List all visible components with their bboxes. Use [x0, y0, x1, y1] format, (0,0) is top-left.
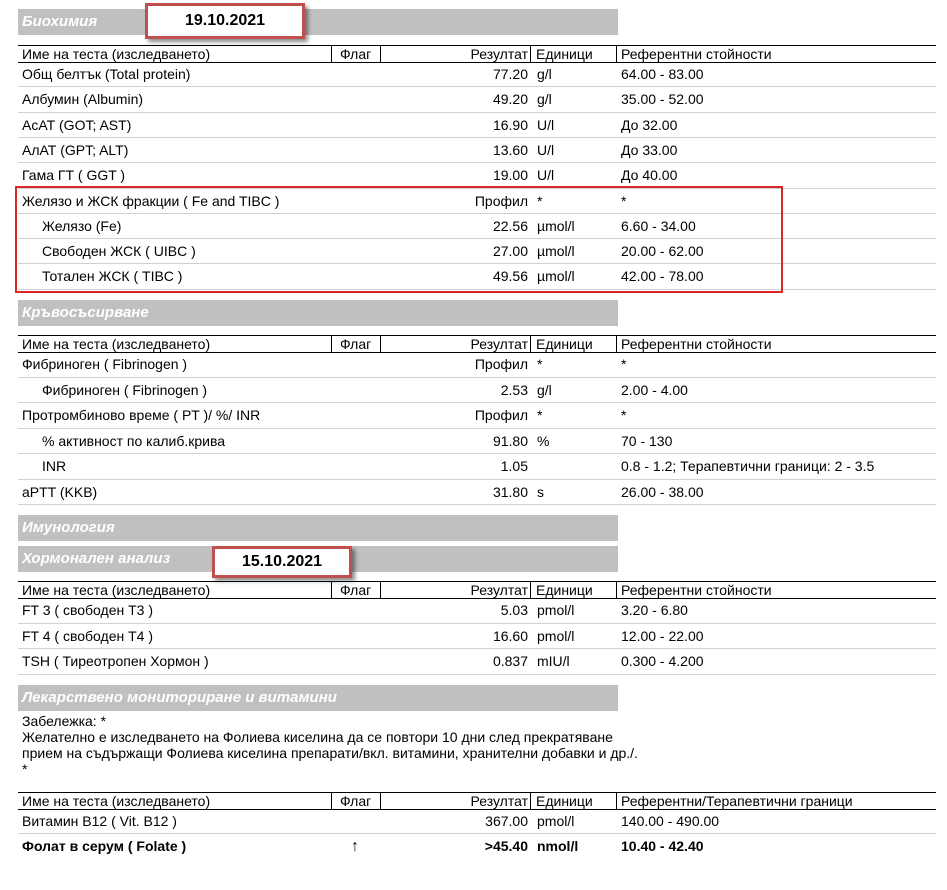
- note-line: *: [22, 761, 28, 777]
- cell-name: Гама ГТ ( GGT ): [22, 167, 126, 184]
- cell-units: pmol/l: [537, 627, 575, 644]
- cell-units: mIU/l: [537, 653, 570, 669]
- cell-units: nmol/l: [537, 838, 579, 854]
- note-line: прием на съдържащи Фолиева киселина препарати/вкл. витамини, хранителни добавки и др./.: [22, 745, 638, 761]
- cell-name: Тотален ЖСК ( TIBC ): [42, 268, 183, 285]
- section-title: Имунология: [22, 519, 115, 536]
- cell-ref: *: [621, 356, 627, 372]
- header-units: Единици: [536, 793, 593, 809]
- table-row: [18, 62, 936, 87]
- cell-ref: 20.00 - 62.00: [621, 243, 704, 260]
- cell-name: TSH ( Тиреотропен Хормон ): [22, 653, 209, 669]
- cell-ref: 0.8 - 1.2; Терапевтични граници: 2 - 3.5: [621, 458, 875, 474]
- cell-name: Желязо и ЖСК фракции ( Fe and TIBC ): [22, 192, 280, 209]
- cell-units: U/l: [537, 141, 555, 158]
- header-ref: Референтни стойности: [621, 582, 772, 598]
- cell-name: Протромбиново време ( PT )/ %/ INR: [22, 407, 261, 423]
- cell-name: Свободен ЖСК ( UIBC ): [42, 243, 196, 260]
- header-flag: Флаг: [340, 793, 372, 809]
- cell-units: µmol/l: [537, 243, 575, 260]
- section-biochemistry: [18, 9, 618, 35]
- cell-ref: 26.00 - 38.00: [621, 483, 704, 500]
- cell-units: pmol/l: [537, 813, 575, 829]
- table-row: [18, 809, 936, 834]
- cell-units: g/l: [537, 381, 552, 398]
- cell-name: % активност по калиб.крива: [42, 432, 226, 449]
- cell-name: FT 3 ( свободен Т3 ): [22, 602, 153, 618]
- cell-result: 367.00: [485, 813, 528, 829]
- cell-result: 13.60: [492, 141, 528, 158]
- cell-name: Витамин В12 ( Vit. B12 ): [22, 813, 177, 829]
- header-ref: Референтни/Терапевтични граници: [621, 793, 853, 809]
- cell-ref: 0.300 - 4.200: [621, 653, 704, 669]
- header-flag: Флаг: [340, 336, 372, 352]
- cell-ref: 2.00 - 4.00: [621, 381, 688, 398]
- section-coagulation: [18, 300, 618, 326]
- cell-units: U/l: [537, 116, 555, 133]
- cell-name: Албумин (Albumin): [22, 91, 144, 108]
- cell-name: Фибриноген ( Fibrinogen ): [22, 356, 188, 372]
- cell-units: g/l: [537, 66, 552, 82]
- table-row: [18, 403, 936, 428]
- cell-ref: 140.00 - 490.00: [621, 813, 720, 829]
- header-units: Единици: [536, 336, 593, 352]
- cell-result: 2.53: [500, 381, 528, 398]
- table-row: [18, 163, 936, 188]
- cell-ref: 42.00 - 78.00: [621, 268, 704, 285]
- table-row: [18, 378, 936, 403]
- header-flag: Флаг: [340, 582, 372, 598]
- cell-name: aPTT (KKB): [22, 483, 98, 500]
- table-row: [18, 429, 936, 454]
- cell-ref: До 32.00: [621, 116, 678, 133]
- table-header-coag: [18, 335, 936, 353]
- cell-result: 19.00: [492, 167, 528, 184]
- cell-result: Профил: [474, 356, 528, 372]
- table-row: [18, 598, 936, 623]
- header-name: Име на теста (изследването): [22, 793, 211, 809]
- note-block: [22, 713, 638, 777]
- section-title: Кръвосъсирване: [22, 304, 149, 321]
- row-divider: [18, 674, 936, 675]
- cell-result: 91.80: [492, 432, 528, 449]
- table-header-hormone: [18, 581, 936, 599]
- cell-units: g/l: [537, 91, 552, 108]
- cell-result: Профил: [474, 407, 528, 423]
- cell-units: *: [537, 356, 543, 372]
- cell-name: INR: [42, 458, 67, 474]
- cell-ref: До 40.00: [621, 167, 678, 184]
- table-header-vitamin: [18, 792, 936, 810]
- header-ref: Референтни стойности: [621, 336, 772, 352]
- table-row: [18, 480, 936, 505]
- cell-ref: До 33.00: [621, 141, 678, 158]
- cell-units: pmol/l: [537, 602, 575, 618]
- table-row: [18, 649, 936, 674]
- header-result: Резултат: [470, 582, 528, 598]
- row-divider: [18, 504, 936, 505]
- header-flag: Флаг: [340, 46, 372, 62]
- cell-result: 1.05: [500, 458, 528, 474]
- cell-name: Фолат в серум ( Folate ): [22, 838, 187, 854]
- section-drug-monitoring: [18, 685, 618, 711]
- cell-flag: ↑: [351, 838, 359, 855]
- cell-result: 16.60: [492, 627, 528, 644]
- cell-name: Фибриноген ( Fibrinogen ): [42, 381, 208, 398]
- header-units: Единици: [536, 46, 593, 62]
- header-units: Единици: [536, 582, 593, 598]
- table-row: [18, 624, 936, 649]
- cell-units: *: [537, 192, 543, 209]
- note-line: Забележка: *: [22, 713, 107, 729]
- highlight-iron-panel: [15, 186, 783, 293]
- date-label: 19.10.2021: [184, 12, 266, 29]
- header-name: Име на теста (изследването): [22, 336, 211, 352]
- header-name: Име на теста (изследването): [22, 46, 211, 62]
- cell-result: 49.56: [492, 268, 528, 285]
- cell-units: U/l: [537, 167, 555, 184]
- cell-result: >45.40: [484, 838, 528, 854]
- cell-units: µmol/l: [537, 217, 575, 234]
- cell-ref: *: [621, 192, 627, 209]
- table-row: [18, 352, 936, 377]
- table-row: [18, 138, 936, 163]
- section-title: Лекарствено мониториране и витамини: [22, 689, 337, 706]
- cell-result: 49.20: [492, 91, 528, 108]
- cell-name: АлАТ (GPT; ALT): [22, 141, 129, 158]
- header-result: Резултат: [470, 46, 528, 62]
- cell-name: АсАТ (GOT; AST): [22, 116, 132, 133]
- cell-result: 22.56: [492, 217, 528, 234]
- cell-ref: 6.60 - 34.00: [621, 217, 696, 234]
- cell-result: 77.20: [492, 66, 528, 82]
- date-callout-2: [212, 546, 352, 578]
- cell-result: 5.03: [500, 602, 528, 618]
- cell-units: s: [537, 483, 544, 500]
- cell-units: *: [537, 407, 543, 423]
- cell-units: µmol/l: [537, 268, 575, 285]
- table-header-biochem: [18, 45, 936, 63]
- section-title: Хормонален анализ: [22, 550, 171, 567]
- cell-result: 31.80: [492, 483, 528, 500]
- header-result: Резултат: [470, 336, 528, 352]
- note-line: Желателно е изследването на Фолиева киселина да се повтори 10 дни след прекратяване: [22, 729, 613, 745]
- cell-ref: 70 - 130: [621, 432, 673, 449]
- header-name: Име на теста (изследването): [22, 582, 211, 598]
- table-row: [18, 87, 936, 112]
- date-label: 15.10.2021: [241, 553, 323, 570]
- table-row: [18, 834, 936, 859]
- section-immunology: [18, 515, 618, 541]
- cell-ref: 12.00 - 22.00: [621, 627, 704, 644]
- table-row: [18, 454, 936, 479]
- date-callout-1: [145, 3, 305, 39]
- cell-ref: 10.40 - 42.40: [621, 838, 704, 854]
- cell-result: 27.00: [492, 243, 528, 260]
- table-row: [18, 113, 936, 138]
- cell-name: Общ белтък (Total protein): [22, 66, 191, 82]
- header-result: Резултат: [470, 793, 528, 809]
- cell-result: Профил: [474, 192, 528, 209]
- cell-ref: *: [621, 407, 627, 423]
- cell-ref: 35.00 - 52.00: [621, 91, 704, 108]
- section-title: Биохимия: [22, 13, 98, 30]
- cell-ref: 3.20 - 6.80: [621, 602, 688, 618]
- cell-result: 16.90: [492, 116, 528, 133]
- cell-name: Желязо (Fe): [42, 217, 122, 234]
- cell-result: 0.837: [492, 653, 528, 669]
- header-ref: Референтни стойности: [621, 46, 772, 62]
- cell-name: FT 4 ( свободен Т4 ): [22, 627, 153, 644]
- cell-units: %: [537, 432, 550, 449]
- cell-ref: 64.00 - 83.00: [621, 66, 704, 82]
